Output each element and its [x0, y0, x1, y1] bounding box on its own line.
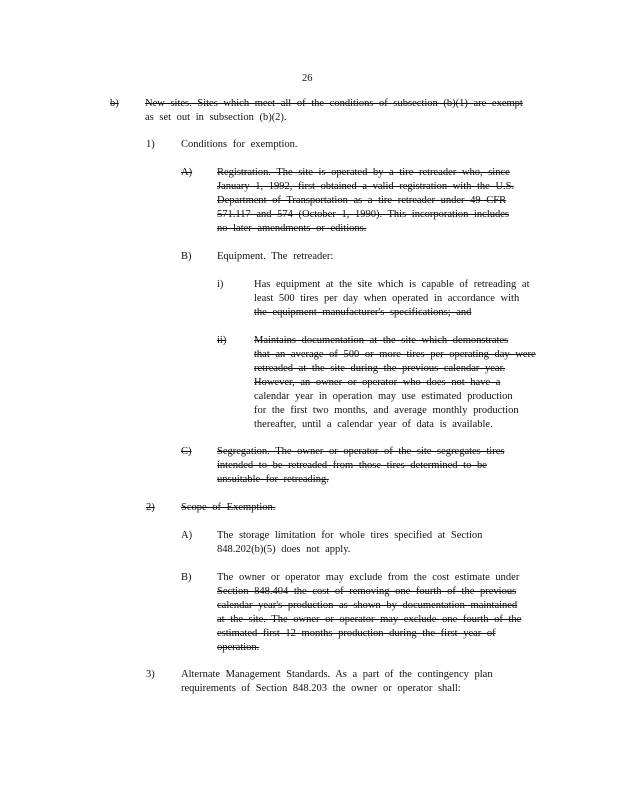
item-1A-line-3: Department of Transportation as a tire retreader under 49 CFR	[217, 195, 507, 206]
item-1Bii-line-1: Maintains documentation at the site which demonstrates	[254, 335, 509, 346]
item-2-number: 2)	[146, 502, 155, 513]
item-1-title: Conditions for exemption.	[181, 139, 298, 150]
item-1C-line-3: unsuitable for retreading.	[217, 474, 329, 485]
item-3-line-1: Alternate Management Standards. As a part of the contingency plan	[181, 669, 493, 680]
item-2-title: Scope of Exemption.	[181, 502, 276, 513]
item-1A-line-4: 571.117 and 574 (October 1, 1990). This incorporation includes	[217, 209, 509, 220]
item-2A-line-2: 848.202(b)(5) does not apply.	[217, 544, 351, 555]
item-1B-title: Equipment. The retreader:	[217, 251, 334, 262]
item-1Bii-line-5: calendar year in operation may use estimated production	[254, 391, 513, 402]
item-1C-marker: C)	[181, 446, 192, 457]
item-1Bii-line-6: for the first two months, and average monthly production	[254, 405, 519, 416]
item-2B-line-1: The owner or operator may exclude from the cost estimate under	[217, 572, 520, 583]
item-1A-line-1: Registration. The site is operated by a tire retreader who, since	[217, 167, 510, 178]
item-1A-line-5: no later amendments or editions.	[217, 223, 367, 234]
item-1Bi-line-1: Has equipment at the site which is capable of retreading at	[254, 279, 530, 290]
item-1Bii-marker: ii)	[217, 335, 227, 346]
item-1A-line-2: January 1, 1992, first obtained a valid registration with the U.S.	[217, 181, 515, 192]
item-1B-marker: B)	[181, 251, 192, 262]
item-1Bii-line-2: that an average of 500 or more tires per operating day were	[254, 349, 536, 360]
item-1C-line-2: intended to be retreaded from those tires determined to be	[217, 460, 487, 471]
item-2A-marker: A)	[181, 530, 193, 541]
item-3-number: 3)	[146, 669, 155, 680]
item-2B-line-6: operation.	[217, 642, 260, 653]
item-1-number: 1)	[146, 139, 155, 150]
section-b-line-1: New sites. Sites which meet all of the conditions of subsection (b)(1) are exempt	[145, 98, 523, 109]
item-3-line-2: requirements of Section 848.203 the owner or operator shall:	[181, 683, 461, 694]
item-2B-line-2: Section 848.404 the cost of removing one fourth of the previous	[217, 586, 517, 597]
section-b-marker: b)	[110, 98, 119, 109]
item-1Bi-line-2: least 500 tires per day when operated in accordance with	[254, 293, 520, 304]
item-1Bi-marker: i)	[217, 279, 224, 290]
section-b-line-2: as set out in subsection (b)(2).	[145, 112, 287, 123]
item-1Bii-line-4: However, an owner or operator who does not have a	[254, 377, 501, 388]
item-1C-line-1: Segregation. The owner or operator of the site segregates tires	[217, 446, 505, 457]
item-1Bii-line-7: thereafter, until a calendar year of data is available.	[254, 419, 493, 430]
item-2B-line-4: at the site. The owner or operator may exclude one fourth of the	[217, 614, 522, 625]
item-2B-marker: B)	[181, 572, 192, 583]
item-1A-marker: A)	[181, 167, 193, 178]
page-number: 26	[302, 73, 313, 84]
item-2A-line-1: The storage limitation for whole tires specified at Section	[217, 530, 483, 541]
item-2B-line-3: calendar year's production as shown by documentation maintained	[217, 600, 518, 611]
item-2B-line-5: estimated first 12 months production during the first year of	[217, 628, 496, 639]
item-1Bi-line-3: the equipment manufacturer's specifications; and	[254, 307, 472, 318]
item-1Bii-line-3: retreaded at the site during the previous calendar year.	[254, 363, 506, 374]
